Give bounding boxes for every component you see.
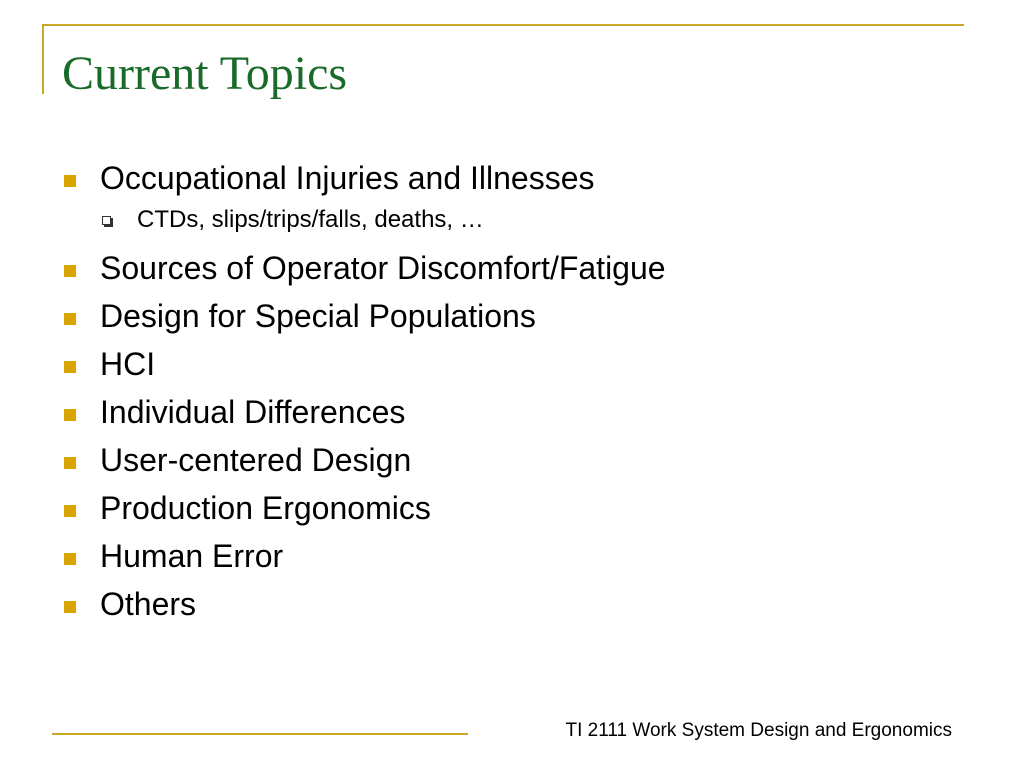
square-bullet-icon xyxy=(64,505,76,517)
square-bullet-icon xyxy=(64,601,76,613)
hollow-square-bullet-icon xyxy=(102,216,111,225)
sub-bullet-item xyxy=(62,202,666,244)
bullet-text: Others xyxy=(100,586,197,622)
square-bullet-icon xyxy=(64,409,76,421)
bullet-text: Individual Differences xyxy=(100,394,406,430)
bullet-text: Human Error xyxy=(100,538,284,574)
square-bullet-icon xyxy=(64,553,76,565)
bullet-item xyxy=(62,340,666,388)
bullet-item xyxy=(62,580,666,628)
square-bullet-icon xyxy=(64,361,76,373)
footer-divider-line xyxy=(52,733,468,735)
title-frame-left-line xyxy=(42,24,44,94)
bullet-item xyxy=(62,244,666,292)
bullet-list xyxy=(62,154,666,628)
footer-course-title: TI 2111 Work System Design and Ergonomics xyxy=(565,720,952,741)
bullet-text: Production Ergonomics xyxy=(100,490,431,526)
square-bullet-icon xyxy=(64,457,76,469)
slide-title: Current Topics xyxy=(62,47,348,100)
square-bullet-icon xyxy=(64,313,76,325)
bullet-item xyxy=(62,292,666,340)
title-frame-top-line xyxy=(42,24,964,26)
sub-bullet-text: CTDs, slips/trips/falls, deaths, … xyxy=(137,206,484,233)
bullet-item xyxy=(62,532,666,580)
bullet-item xyxy=(62,484,666,532)
bullet-item xyxy=(62,436,666,484)
bullet-text: Occupational Injuries and Illnesses xyxy=(100,160,595,196)
bullet-item xyxy=(62,388,666,436)
bullet-item xyxy=(62,154,666,202)
bullet-text: Sources of Operator Discomfort/Fatigue xyxy=(100,250,666,286)
bullet-text: User-centered Design xyxy=(100,442,412,478)
square-bullet-icon xyxy=(64,265,76,277)
bullet-text: HCI xyxy=(100,346,156,382)
bullet-text: Design for Special Populations xyxy=(100,298,536,334)
square-bullet-icon xyxy=(64,175,76,187)
